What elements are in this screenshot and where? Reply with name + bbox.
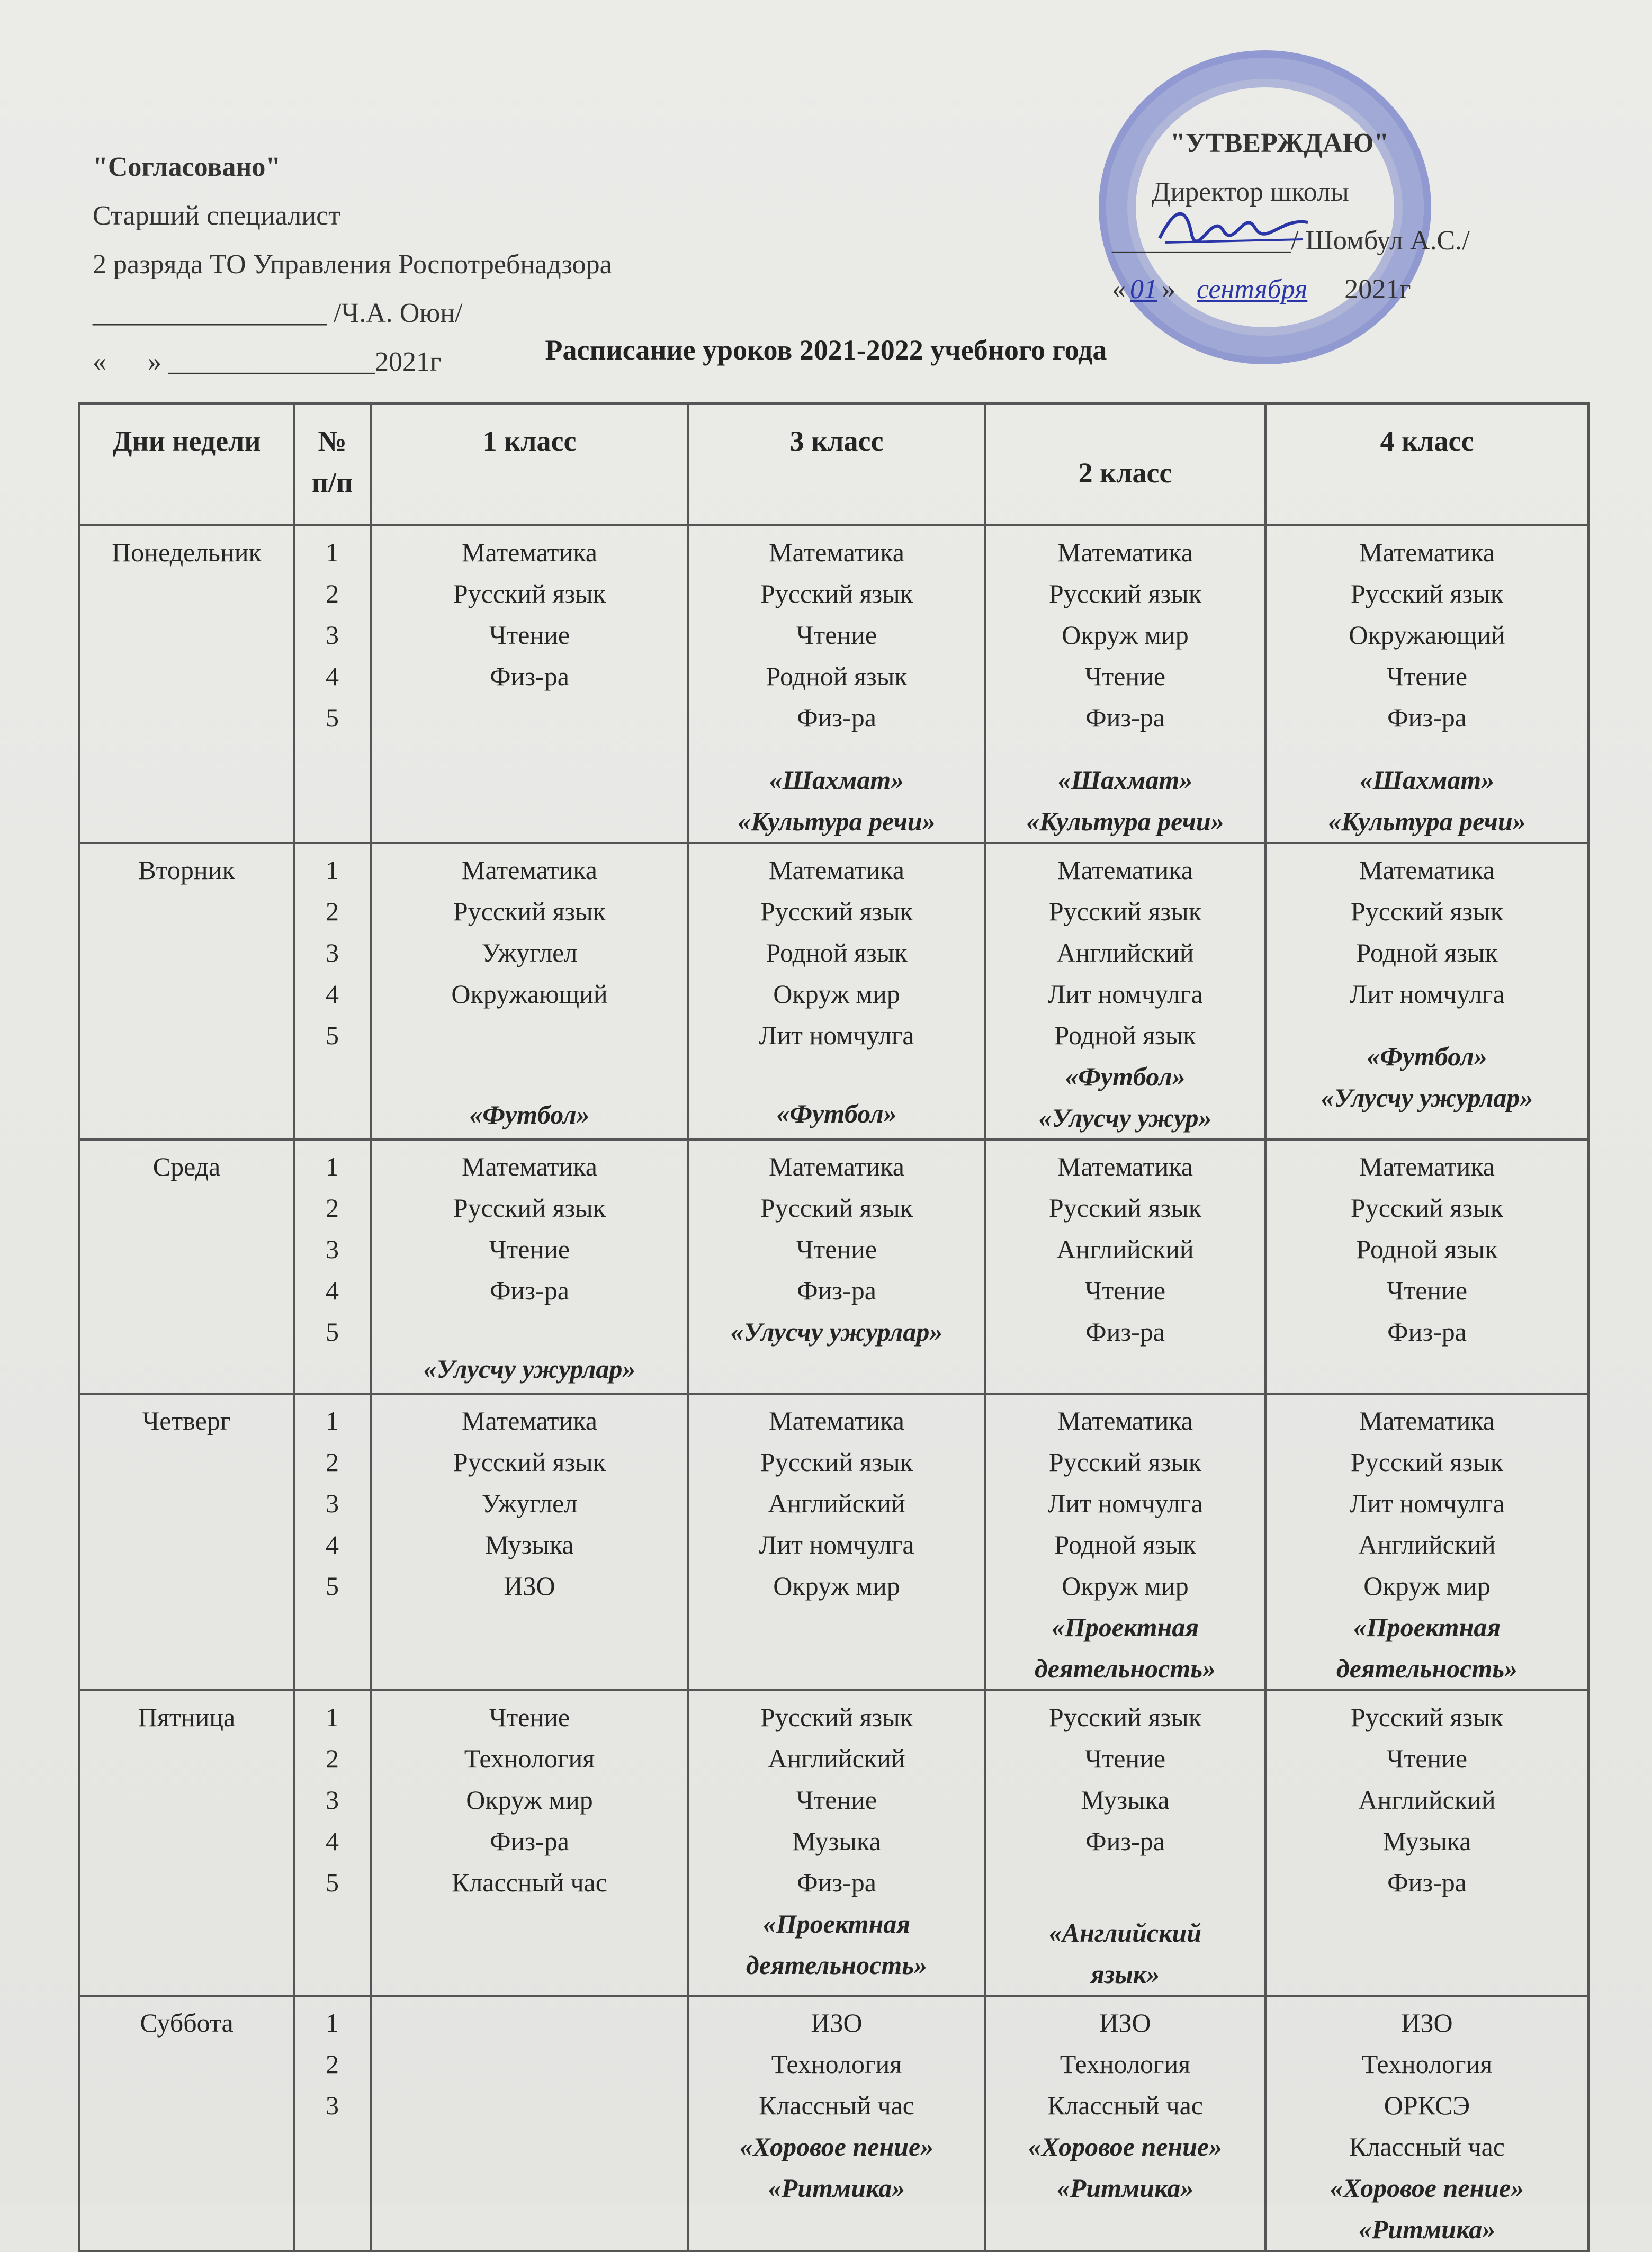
approve-date-month: сентября [1197,274,1308,304]
class-3-lessons [688,1690,985,1996]
agreed-line-signature: _________________ /Ч.А. Оюн/ [93,298,463,328]
lesson-list: Математика Русский язык Чтение Родной язык Физ-ра [760,537,913,732]
lesson-list: Математика Русский язык Лит номчулга Английский Окруж мир [1349,1406,1505,1601]
approve-line-position: Директор школы [1152,177,1349,207]
header-class-2: 2 класс [985,403,1265,525]
header-days: Дни недели [79,403,294,525]
director-signature [1154,201,1313,249]
class-3-lessons [688,525,985,843]
class-2-lessons [985,1140,1265,1394]
extracurricular: «Шахмат» «Культура речи» [1328,765,1526,836]
class-4-lessons [1265,1394,1588,1690]
day-cell: Пятница [79,1690,294,1996]
lesson-list: Математика Русский язык Чтение Физ-ра [453,1152,606,1305]
table-row [79,1394,1588,1690]
extracurricular: «Хоровое пение» «Ритмика» [739,2132,934,2203]
lesson-list: Математика Русский язык Ужуглел Окружающий [451,855,608,1009]
day-cell: Среда [79,1140,294,1394]
approve-date-open: « [1112,274,1126,304]
schedule-table [78,402,1590,2252]
class-1-lessons [371,843,688,1140]
approve-date-day: 01 [1130,274,1157,304]
class-4-lessons [1265,1690,1588,1996]
lesson-list: Русский язык Чтение Музыка Физ-ра [1048,1702,1202,1856]
class-3-lessons [688,843,985,1140]
class-2-lessons [985,525,1265,843]
lesson-list: Математика Русский язык Чтение Физ-ра [453,537,606,691]
class-3-lessons [688,1140,985,1394]
approve-date-year: 2021г [1344,274,1411,304]
table-row [79,843,1588,1140]
document-title: Расписание уроков 2021-2022 учебного года [545,334,1107,366]
approve-title: "УТВЕРЖДАЮ" [1170,128,1389,158]
lesson-list: Математика Русский язык Лит номчулга Родной язык Окруж мир [1047,1406,1203,1601]
class-4-lessons [1265,1140,1588,1394]
lesson-list: Русский язык Английский Чтение Музыка Физ-ра [760,1702,913,1897]
lesson-list: Математика Русский язык Родной язык Окруж мир Лит номчулга [759,855,914,1050]
extracurricular: «Футбол» [469,1100,590,1129]
lesson-list: Математика Русский язык Родной язык Лит номчулга [1349,855,1505,1009]
class-2-lessons [985,1996,1265,2251]
agreed-title: "Согласовано" [93,152,281,182]
agreed-line-position: Старший специалист [93,201,340,231]
extracurricular: «Проектная деятельность» [746,1909,928,1980]
lesson-numbers: 1 2 3 [294,1996,371,2251]
lesson-list: Математика Русский язык Окружающий Чтение Физ-ра [1349,537,1505,732]
lesson-numbers: 1 2 3 4 5 [294,843,371,1140]
day-cell: Понедельник [79,525,294,843]
day-cell: Вторник [79,843,294,1140]
lesson-list: ИЗО Технология ОРКСЭ Классный час [1349,2008,1505,2161]
extracurricular: «Английский язык» [1048,1918,1202,1989]
class-1-lessons [371,1690,688,1996]
lesson-list: Математика Русский язык Английский Чтение Физ-ра [1048,1152,1202,1347]
class-4-lessons [1265,525,1588,843]
header-class-1: 1 класс [371,403,688,525]
day-cell: Суббота [79,1996,294,2251]
class-2-lessons [985,1394,1265,1690]
extracurricular: «Проектная деятельность» [1034,1612,1216,1683]
class-4-lessons [1265,843,1588,1140]
table-row [79,1690,1588,1996]
class-2-lessons [985,843,1265,1140]
class-1-lessons [371,1140,688,1394]
class-1-lessons [371,525,688,843]
lesson-list: Математика Русский язык Родной язык Чтение Физ-ра [1350,1152,1504,1347]
agreed-line-date: « » _______________2021г [93,347,442,377]
lesson-list: Математика Русский язык Окруж мир Чтение Физ-ра [1048,537,1202,732]
lesson-numbers: 1 2 3 4 5 [294,525,371,843]
extracurricular: «Футбол» «Улусчу ужурлар» [1321,1042,1533,1112]
extracurricular: «Футбол» «Улусчу ужур» [1038,1062,1212,1133]
approve-line-date [1112,265,1588,314]
lesson-list: Математика Русский язык Английский Лит номчулга Родной язык [1047,855,1203,1050]
extracurricular: «Футбол» [776,1099,897,1128]
class-3-lessons [688,1394,985,1690]
lesson-numbers: 1 2 3 4 5 [294,1394,371,1690]
extracurricular: «Улусчу ужурлар» [730,1317,943,1347]
table-header-row [79,403,1588,525]
header-class-3: 3 класс [688,403,985,525]
extracurricular: «Шахмат» «Культура речи» [1026,765,1224,836]
table-row [79,525,1588,843]
class-4-lessons [1265,1996,1588,2251]
agreed-line-department: 2 разряда ТО Управления Роспотребнадзора [93,249,612,280]
lesson-list: ИЗО Технология Классный час [1047,2008,1204,2120]
extracurricular: «Проектная деятельность» [1336,1612,1518,1683]
lesson-list: ИЗО Технология Классный час [758,2008,915,2120]
lesson-list: Математика Русский язык Английский Лит номчулга Окруж мир [759,1406,914,1601]
extracurricular: «Хоровое пение» «Ритмика» [1330,2173,1524,2244]
extracurricular: «Улусчу ужурлар» [423,1354,636,1384]
extracurricular: «Хоровое пение» «Ритмика» [1028,2132,1223,2203]
table-row [79,1996,1588,2251]
class-2-lessons [985,1690,1265,1996]
lesson-list: Математика Русский язык Чтение Физ-ра [760,1152,913,1305]
class-1-lessons [371,1394,688,1690]
extracurricular: «Шахмат» «Культура речи» [738,765,936,836]
lesson-list: Чтение Технология Окруж мир Физ-ра Классный час [451,1702,608,1897]
approve-line-signature: _____________/ Шомбул А.С./ [1112,226,1470,256]
header-class-4: 4 класс [1265,403,1588,525]
class-1-lessons [371,1996,688,2251]
lesson-list: Русский язык Чтение Английский Музыка Физ-ра [1350,1702,1504,1897]
lesson-numbers: 1 2 3 4 5 [294,1690,371,1996]
lesson-numbers: 1 2 3 4 5 [294,1140,371,1394]
approve-date-close: » [1162,274,1175,304]
day-cell: Четверг [79,1394,294,1690]
table-row [79,1140,1588,1394]
class-3-lessons [688,1996,985,2251]
lesson-list: Математика Русский язык Ужуглел Музыка ИЗО [453,1406,606,1601]
header-number: № п/п [294,403,371,525]
